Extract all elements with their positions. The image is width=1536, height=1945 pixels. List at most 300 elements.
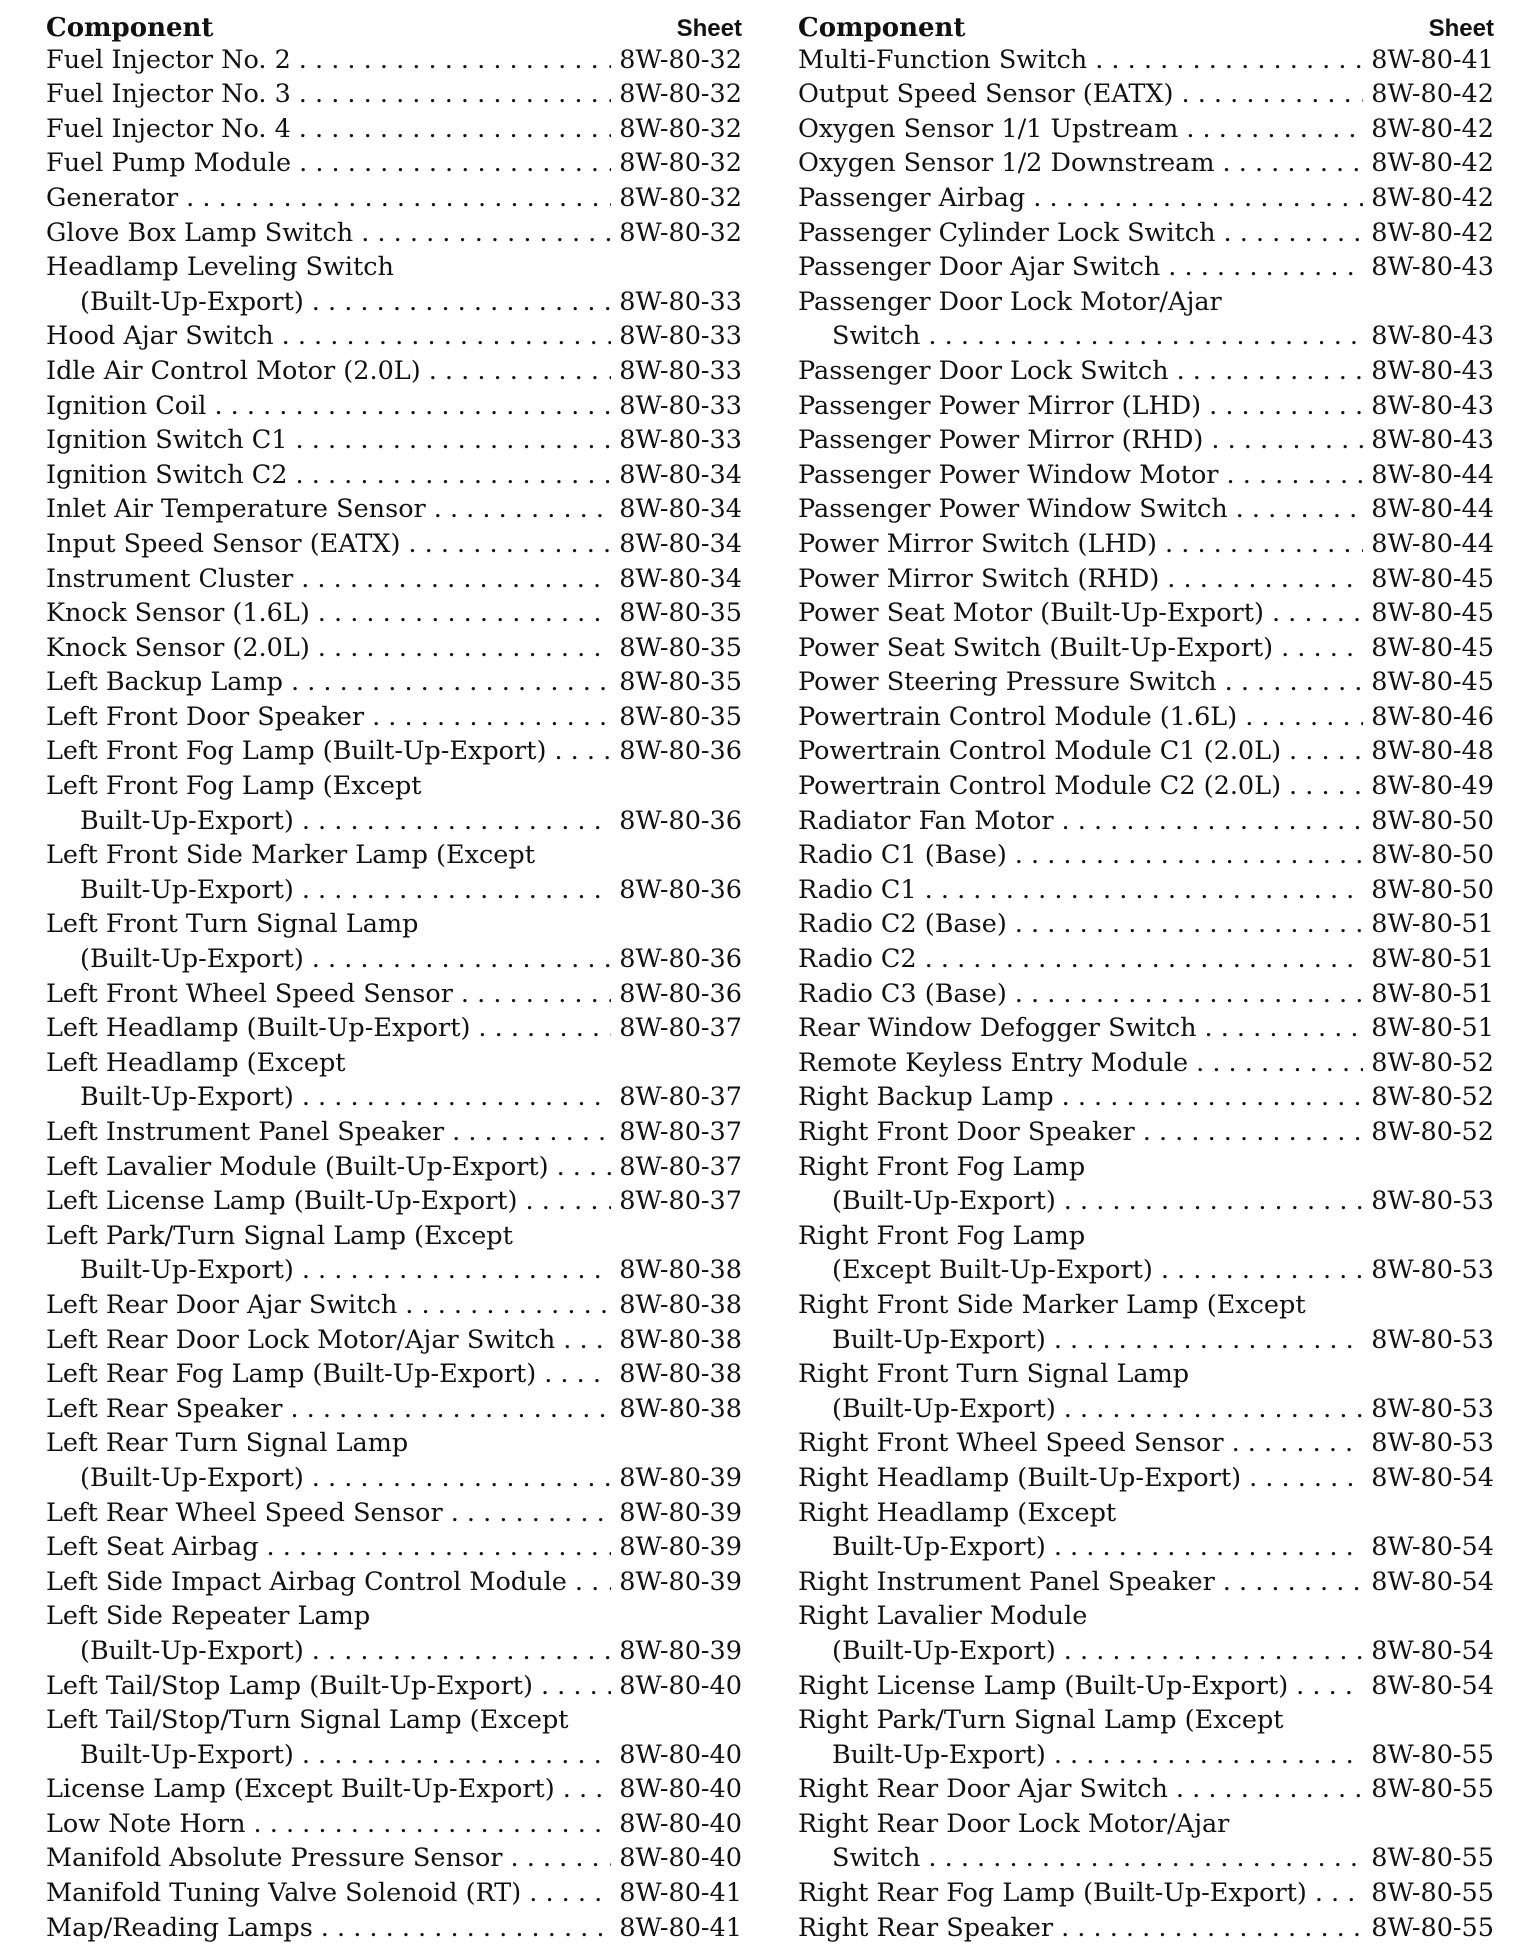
index-entry — [46, 1772, 742, 1807]
entry-line — [798, 562, 1494, 597]
component-name: Ignition Switch C2 — [46, 459, 288, 490]
index-entry — [798, 804, 1494, 839]
dot-leader — [290, 1392, 611, 1427]
sheet-number: 8W-80-41 — [619, 1912, 742, 1943]
dot-leader — [529, 1876, 611, 1911]
component-name: Low Note Horn — [46, 1808, 246, 1839]
component-name: (Except Built-Up-Export) — [832, 1255, 1153, 1286]
dot-leader — [1232, 1426, 1364, 1461]
index-entry — [46, 1669, 742, 1704]
dot-leader — [267, 1530, 612, 1565]
index-entry — [798, 1150, 1494, 1219]
index-entry — [46, 527, 742, 562]
component-name: Left Front Side Marker Lamp (Except — [46, 840, 535, 871]
dot-leader — [1249, 1461, 1363, 1496]
component-name: Left Front Fog Lamp (Except — [46, 771, 422, 802]
sheet-number: 8W-80-39 — [619, 1462, 742, 1493]
dot-leader — [1289, 734, 1363, 769]
component-name: Left Front Turn Signal Lamp — [46, 909, 419, 940]
sheet-number: 8W-80-33 — [619, 390, 742, 421]
sheet-number: 8W-80-55 — [1371, 1912, 1494, 1943]
entry-line — [46, 1530, 742, 1565]
dot-leader — [1289, 769, 1363, 804]
component-name: Radio C1 — [798, 874, 917, 905]
sheet-number: 8W-80-34 — [619, 528, 742, 559]
dot-leader — [299, 112, 611, 147]
component-name: Right Front Door Speaker — [798, 1117, 1135, 1147]
component-name: Right Front Wheel Speed Sensor — [798, 1428, 1224, 1459]
component-heading: Component — [798, 12, 966, 43]
index-entry — [46, 319, 742, 354]
component-name: Left Park/Turn Signal Lamp (Except — [46, 1220, 513, 1251]
entry-line — [46, 1772, 742, 1807]
component-name: Left Tail/Stop Lamp (Built-Up-Export) — [46, 1670, 533, 1701]
sheet-number: 8W-80-36 — [619, 805, 742, 836]
dot-leader — [318, 596, 612, 631]
component-name: (Built-Up-Export) — [832, 1393, 1056, 1424]
index-entry — [798, 1496, 1494, 1565]
entry-line — [46, 146, 742, 181]
index-entry — [46, 1011, 742, 1046]
index-entry — [798, 112, 1494, 147]
index-entry — [798, 1461, 1494, 1496]
dot-leader — [1236, 492, 1364, 527]
entry-line — [798, 734, 1494, 769]
index-entry — [46, 43, 742, 78]
dot-leader — [478, 1011, 611, 1046]
sheet-number: 8W-80-32 — [619, 79, 742, 110]
index-entry — [46, 1496, 742, 1531]
dot-leader — [1015, 907, 1364, 942]
component-name: Right Front Side Marker Lamp (Except — [798, 1289, 1306, 1320]
sheet-number: 8W-80-32 — [619, 217, 742, 248]
component-name: Built-Up-Export) — [80, 805, 294, 836]
dot-leader — [1015, 977, 1364, 1012]
index-entry — [798, 942, 1494, 977]
component-name: Left Headlamp (Built-Up-Export) — [46, 1013, 471, 1044]
component-name: Power Mirror Switch (LHD) — [798, 528, 1158, 559]
entry-line — [46, 1911, 742, 1945]
index-entry — [798, 665, 1494, 700]
entry-line — [46, 1461, 742, 1496]
dot-leader — [299, 43, 611, 78]
index-entry — [798, 250, 1494, 285]
dot-leader — [1227, 458, 1364, 493]
index-entry — [46, 181, 742, 216]
entry-line — [798, 1219, 1494, 1254]
entry-line — [798, 527, 1494, 562]
dot-leader — [302, 1253, 611, 1288]
entry-line — [798, 1046, 1494, 1081]
sheet-number: 8W-80-41 — [1371, 44, 1494, 75]
sheet-number: 8W-80-33 — [619, 355, 742, 386]
index-entry — [46, 250, 742, 319]
sheet-number: 8W-80-54 — [1371, 1635, 1494, 1666]
entry-line — [798, 631, 1494, 666]
dot-leader — [214, 389, 611, 424]
component-name: Fuel Injector No. 3 — [46, 79, 291, 110]
dot-leader — [302, 804, 611, 839]
component-name: Right Instrument Panel Speaker — [798, 1566, 1215, 1597]
index-entry — [46, 769, 742, 838]
sheet-number: 8W-80-43 — [1371, 390, 1494, 421]
dot-leader — [321, 1911, 612, 1945]
sheet-number: 8W-80-51 — [1371, 978, 1494, 1009]
sheet-number: 8W-80-42 — [1371, 217, 1494, 248]
index-entry — [798, 1669, 1494, 1704]
component-name: Right Rear Door Lock Motor/Ajar — [798, 1808, 1230, 1839]
entry-line — [798, 1496, 1494, 1531]
component-name: Right Rear Fog Lamp (Built-Up-Export) — [798, 1878, 1307, 1909]
sheet-number: 8W-80-32 — [619, 113, 742, 144]
entry-line — [46, 734, 742, 769]
index-entry — [798, 1911, 1494, 1945]
entry-line — [46, 216, 742, 251]
sheet-number: 8W-80-37 — [619, 1117, 742, 1147]
entry-line — [798, 423, 1494, 458]
entry-line — [46, 1565, 742, 1600]
entry-line — [798, 596, 1494, 631]
index-entry — [798, 389, 1494, 424]
sheet-number: 8W-80-54 — [1371, 1670, 1494, 1701]
component-name: Built-Up-Export) — [832, 1532, 1046, 1563]
entry-line — [46, 838, 742, 873]
sheet-number: 8W-80-53 — [1371, 1324, 1494, 1355]
component-name: (Built-Up-Export) — [832, 1635, 1056, 1666]
entry-line — [798, 700, 1494, 735]
sheet-number: 8W-80-36 — [619, 736, 742, 767]
entry-line — [46, 1323, 742, 1358]
component-name: Left Seat Airbag — [46, 1532, 259, 1563]
sheet-number: 8W-80-50 — [1371, 805, 1494, 836]
dot-leader — [541, 1669, 611, 1704]
dot-leader — [1168, 250, 1363, 285]
component-name: (Built-Up-Export) — [832, 1186, 1056, 1217]
component-name: Right Front Turn Signal Lamp — [798, 1359, 1190, 1390]
entry-line — [46, 562, 742, 597]
component-name: Left Rear Door Lock Motor/Ajar Switch — [46, 1324, 556, 1355]
component-name: Left Rear Turn Signal Lamp — [46, 1428, 409, 1459]
index-entry — [46, 838, 742, 907]
sheet-number: 8W-80-37 — [619, 1186, 742, 1217]
dot-leader — [254, 1807, 612, 1842]
component-name: Radiator Fan Motor — [798, 805, 1054, 836]
entry-line — [46, 389, 742, 424]
index-entry — [46, 562, 742, 597]
entry-line — [798, 354, 1494, 389]
component-name: Built-Up-Export) — [80, 1739, 294, 1770]
sheet-number: 8W-80-55 — [1371, 1739, 1494, 1770]
component-name: Left Side Impact Airbag Control Module — [46, 1566, 567, 1597]
component-name: Passenger Power Mirror (RHD) — [798, 425, 1204, 456]
entry-line — [46, 1046, 742, 1081]
dot-leader — [405, 1288, 611, 1323]
sheet-number: 8W-80-35 — [619, 667, 742, 698]
component-name: Right Front Fog Lamp — [798, 1220, 1086, 1251]
left-column — [46, 8, 742, 1945]
component-heading: Component — [46, 12, 214, 43]
entry-line — [46, 1288, 742, 1323]
dot-leader — [1064, 1392, 1364, 1427]
component-name: Radio C2 — [798, 944, 917, 975]
sheet-number: 8W-80-40 — [619, 1843, 742, 1874]
entry-line — [46, 1669, 742, 1704]
entry-line — [46, 250, 742, 285]
entry-line — [798, 181, 1494, 216]
index-entry — [46, 1184, 742, 1219]
sheet-number: 8W-80-38 — [619, 1255, 742, 1286]
sheet-number: 8W-80-37 — [619, 1013, 742, 1044]
component-name: Right Backup Lamp — [798, 1082, 1054, 1113]
sheet-number: 8W-80-40 — [619, 1808, 742, 1839]
entry-line — [798, 389, 1494, 424]
dot-leader — [1177, 354, 1364, 389]
sheet-number: 8W-80-39 — [619, 1566, 742, 1597]
dot-leader — [1205, 1011, 1364, 1046]
dot-leader — [429, 354, 612, 389]
entry-line — [798, 1738, 1494, 1773]
entry-line — [798, 1599, 1494, 1634]
component-name: Right Park/Turn Signal Lamp (Except — [798, 1705, 1284, 1736]
index-entry — [46, 216, 742, 251]
entry-line — [798, 1772, 1494, 1807]
component-name: Manifold Tuning Valve Solenoid (RT) — [46, 1878, 522, 1909]
right-entry-list — [798, 43, 1494, 1945]
entry-line — [798, 1669, 1494, 1704]
dot-leader — [312, 1461, 612, 1496]
component-name: Fuel Injector No. 4 — [46, 113, 291, 144]
component-name: Power Seat Switch (Built-Up-Export) — [798, 632, 1274, 663]
sheet-number: 8W-80-36 — [619, 944, 742, 975]
index-entry — [798, 873, 1494, 908]
sheet-number: 8W-80-55 — [1371, 1878, 1494, 1909]
index-entry — [46, 112, 742, 147]
component-name: Right Rear Speaker — [798, 1912, 1054, 1943]
dot-leader — [318, 631, 612, 666]
entry-line — [798, 1253, 1494, 1288]
component-name: License Lamp (Except Built-Up-Export) — [46, 1774, 555, 1805]
index-entry — [46, 1911, 742, 1945]
entry-line — [46, 319, 742, 354]
entry-line — [46, 804, 742, 839]
sheet-number: 8W-80-38 — [619, 1289, 742, 1320]
index-entry — [46, 1841, 742, 1876]
entry-line — [46, 1219, 742, 1254]
index-entry — [798, 907, 1494, 942]
dot-leader — [451, 1496, 612, 1531]
sheet-number: 8W-80-41 — [619, 1878, 742, 1909]
dot-leader — [408, 527, 611, 562]
dot-leader — [302, 1738, 611, 1773]
component-name: Instrument Cluster — [46, 563, 294, 594]
entry-line — [798, 1011, 1494, 1046]
index-entry — [798, 1011, 1494, 1046]
index-entry — [798, 146, 1494, 181]
component-name: Passenger Door Lock Motor/Ajar — [798, 286, 1222, 317]
entry-line — [46, 1738, 742, 1773]
index-entry — [798, 596, 1494, 631]
component-name: Left Tail/Stop/Turn Signal Lamp (Except — [46, 1705, 569, 1736]
dot-leader — [1186, 112, 1363, 147]
dot-leader — [299, 146, 611, 181]
component-name: Radio C1 (Base) — [798, 840, 1007, 871]
component-name: Power Mirror Switch (RHD) — [798, 563, 1160, 594]
entry-line — [798, 1323, 1494, 1358]
dot-leader — [1224, 216, 1364, 251]
sheet-number: 8W-80-52 — [1371, 1047, 1494, 1078]
sheet-number: 8W-80-55 — [1371, 1774, 1494, 1805]
index-entry — [46, 1323, 742, 1358]
component-name: Switch — [832, 1843, 921, 1874]
sheet-number: 8W-80-36 — [619, 874, 742, 905]
sheet-number: 8W-80-44 — [1371, 528, 1494, 559]
sheet-number: 8W-80-42 — [1371, 182, 1494, 213]
component-name: Passenger Door Ajar Switch — [798, 252, 1161, 283]
index-entry — [798, 1807, 1494, 1876]
index-entry — [46, 631, 742, 666]
index-entry — [798, 216, 1494, 251]
component-name: Right Front Fog Lamp — [798, 1151, 1086, 1182]
sheet-number: 8W-80-45 — [1371, 563, 1494, 594]
index-entry — [46, 1219, 742, 1288]
entry-line — [798, 1080, 1494, 1115]
entry-line — [798, 838, 1494, 873]
sheet-number: 8W-80-42 — [1371, 79, 1494, 110]
component-name: (Built-Up-Export) — [80, 286, 304, 317]
dot-leader — [361, 216, 611, 251]
dot-leader — [296, 423, 612, 458]
entry-line — [46, 1807, 742, 1842]
dot-leader — [296, 458, 612, 493]
left-entry-list — [46, 43, 742, 1945]
index-entry — [798, 1772, 1494, 1807]
index-entry — [798, 1565, 1494, 1600]
sheet-number: 8W-80-46 — [1371, 701, 1494, 732]
component-name: (Built-Up-Export) — [80, 1462, 304, 1493]
index-entry — [798, 838, 1494, 873]
dot-leader — [299, 77, 611, 112]
dot-leader — [1245, 700, 1363, 735]
index-entry — [798, 181, 1494, 216]
index-entry — [46, 492, 742, 527]
component-name: Left License Lamp (Built-Up-Export) — [46, 1186, 518, 1217]
index-entry — [798, 977, 1494, 1012]
entry-line — [46, 1253, 742, 1288]
index-entry — [46, 596, 742, 631]
sheet-number: 8W-80-34 — [619, 459, 742, 490]
dot-leader — [434, 492, 612, 527]
entry-line — [46, 769, 742, 804]
index-entry — [798, 1288, 1494, 1357]
sheet-number: 8W-80-43 — [1371, 425, 1494, 456]
dot-leader — [312, 1634, 612, 1669]
entry-line — [798, 319, 1494, 354]
entry-line — [46, 458, 742, 493]
dot-leader — [511, 1841, 612, 1876]
dot-leader — [1061, 1911, 1363, 1945]
sheet-number: 8W-80-49 — [1371, 771, 1494, 802]
entry-line — [798, 1288, 1494, 1323]
entry-line — [798, 1911, 1494, 1945]
index-entry — [46, 146, 742, 181]
component-name: Knock Sensor (2.0L) — [46, 632, 310, 663]
entry-line — [798, 665, 1494, 700]
component-name: Hood Ajar Switch — [46, 321, 274, 352]
sheet-number: 8W-80-42 — [1371, 148, 1494, 179]
entry-line — [46, 1080, 742, 1115]
sheet-number: 8W-80-32 — [619, 148, 742, 179]
entry-line — [46, 181, 742, 216]
component-name: Left Rear Wheel Speed Sensor — [46, 1497, 443, 1528]
index-entry — [46, 1807, 742, 1842]
entry-line — [798, 1530, 1494, 1565]
entry-line — [46, 1150, 742, 1185]
sheet-number: 8W-80-44 — [1371, 459, 1494, 490]
component-name: Built-Up-Export) — [80, 874, 294, 905]
dot-leader — [1209, 389, 1363, 424]
sheet-number: 8W-80-33 — [619, 425, 742, 456]
entry-line — [798, 977, 1494, 1012]
component-name: Input Speed Sensor (EATX) — [46, 528, 401, 559]
entry-line — [798, 769, 1494, 804]
index-entry — [798, 354, 1494, 389]
entry-line — [46, 112, 742, 147]
index-entry — [798, 43, 1494, 78]
index-entry — [46, 1565, 742, 1600]
dot-leader — [554, 734, 611, 769]
component-name: Idle Air Control Motor (2.0L) — [46, 355, 421, 386]
sheet-number: 8W-80-43 — [1371, 252, 1494, 283]
component-name: Radio C2 (Base) — [798, 909, 1007, 940]
dot-leader — [1062, 1080, 1364, 1115]
index-entry — [46, 1392, 742, 1427]
sheet-number: 8W-80-52 — [1371, 1117, 1494, 1147]
sheet-number: 8W-80-50 — [1371, 874, 1494, 905]
entry-line — [798, 907, 1494, 942]
index-entry — [46, 1115, 742, 1150]
component-name: Powertrain Control Module C2 (2.0L) — [798, 771, 1282, 802]
dot-leader — [301, 562, 611, 597]
component-name: Left Rear Speaker — [46, 1393, 283, 1424]
index-entry — [46, 423, 742, 458]
sheet-number: 8W-80-42 — [1371, 113, 1494, 144]
dot-leader — [302, 1080, 611, 1115]
component-name: Left Headlamp (Except — [46, 1047, 346, 1078]
dot-leader — [925, 873, 1364, 908]
component-name: Left Rear Fog Lamp (Built-Up-Export) — [46, 1359, 537, 1390]
component-name: Knock Sensor (1.6L) — [46, 598, 310, 629]
sheet-number: 8W-80-43 — [1371, 321, 1494, 352]
entry-line — [46, 977, 742, 1012]
index-entry — [798, 77, 1494, 112]
index-entry — [798, 562, 1494, 597]
right-column-header — [798, 8, 1494, 43]
entry-line — [798, 1150, 1494, 1185]
index-entry — [46, 77, 742, 112]
sheet-number: 8W-80-45 — [1371, 598, 1494, 629]
dot-leader — [544, 1357, 611, 1392]
dot-leader — [526, 1184, 612, 1219]
entry-line — [46, 1011, 742, 1046]
dot-leader — [1054, 1323, 1363, 1358]
component-name: Right License Lamp (Built-Up-Export) — [798, 1670, 1289, 1701]
index-entry — [798, 1703, 1494, 1772]
component-name: Passenger Airbag — [798, 182, 1026, 213]
entry-line — [798, 804, 1494, 839]
component-name: (Built-Up-Export) — [80, 944, 304, 975]
sheet-number: 8W-80-36 — [619, 978, 742, 1009]
entry-line — [46, 1426, 742, 1461]
